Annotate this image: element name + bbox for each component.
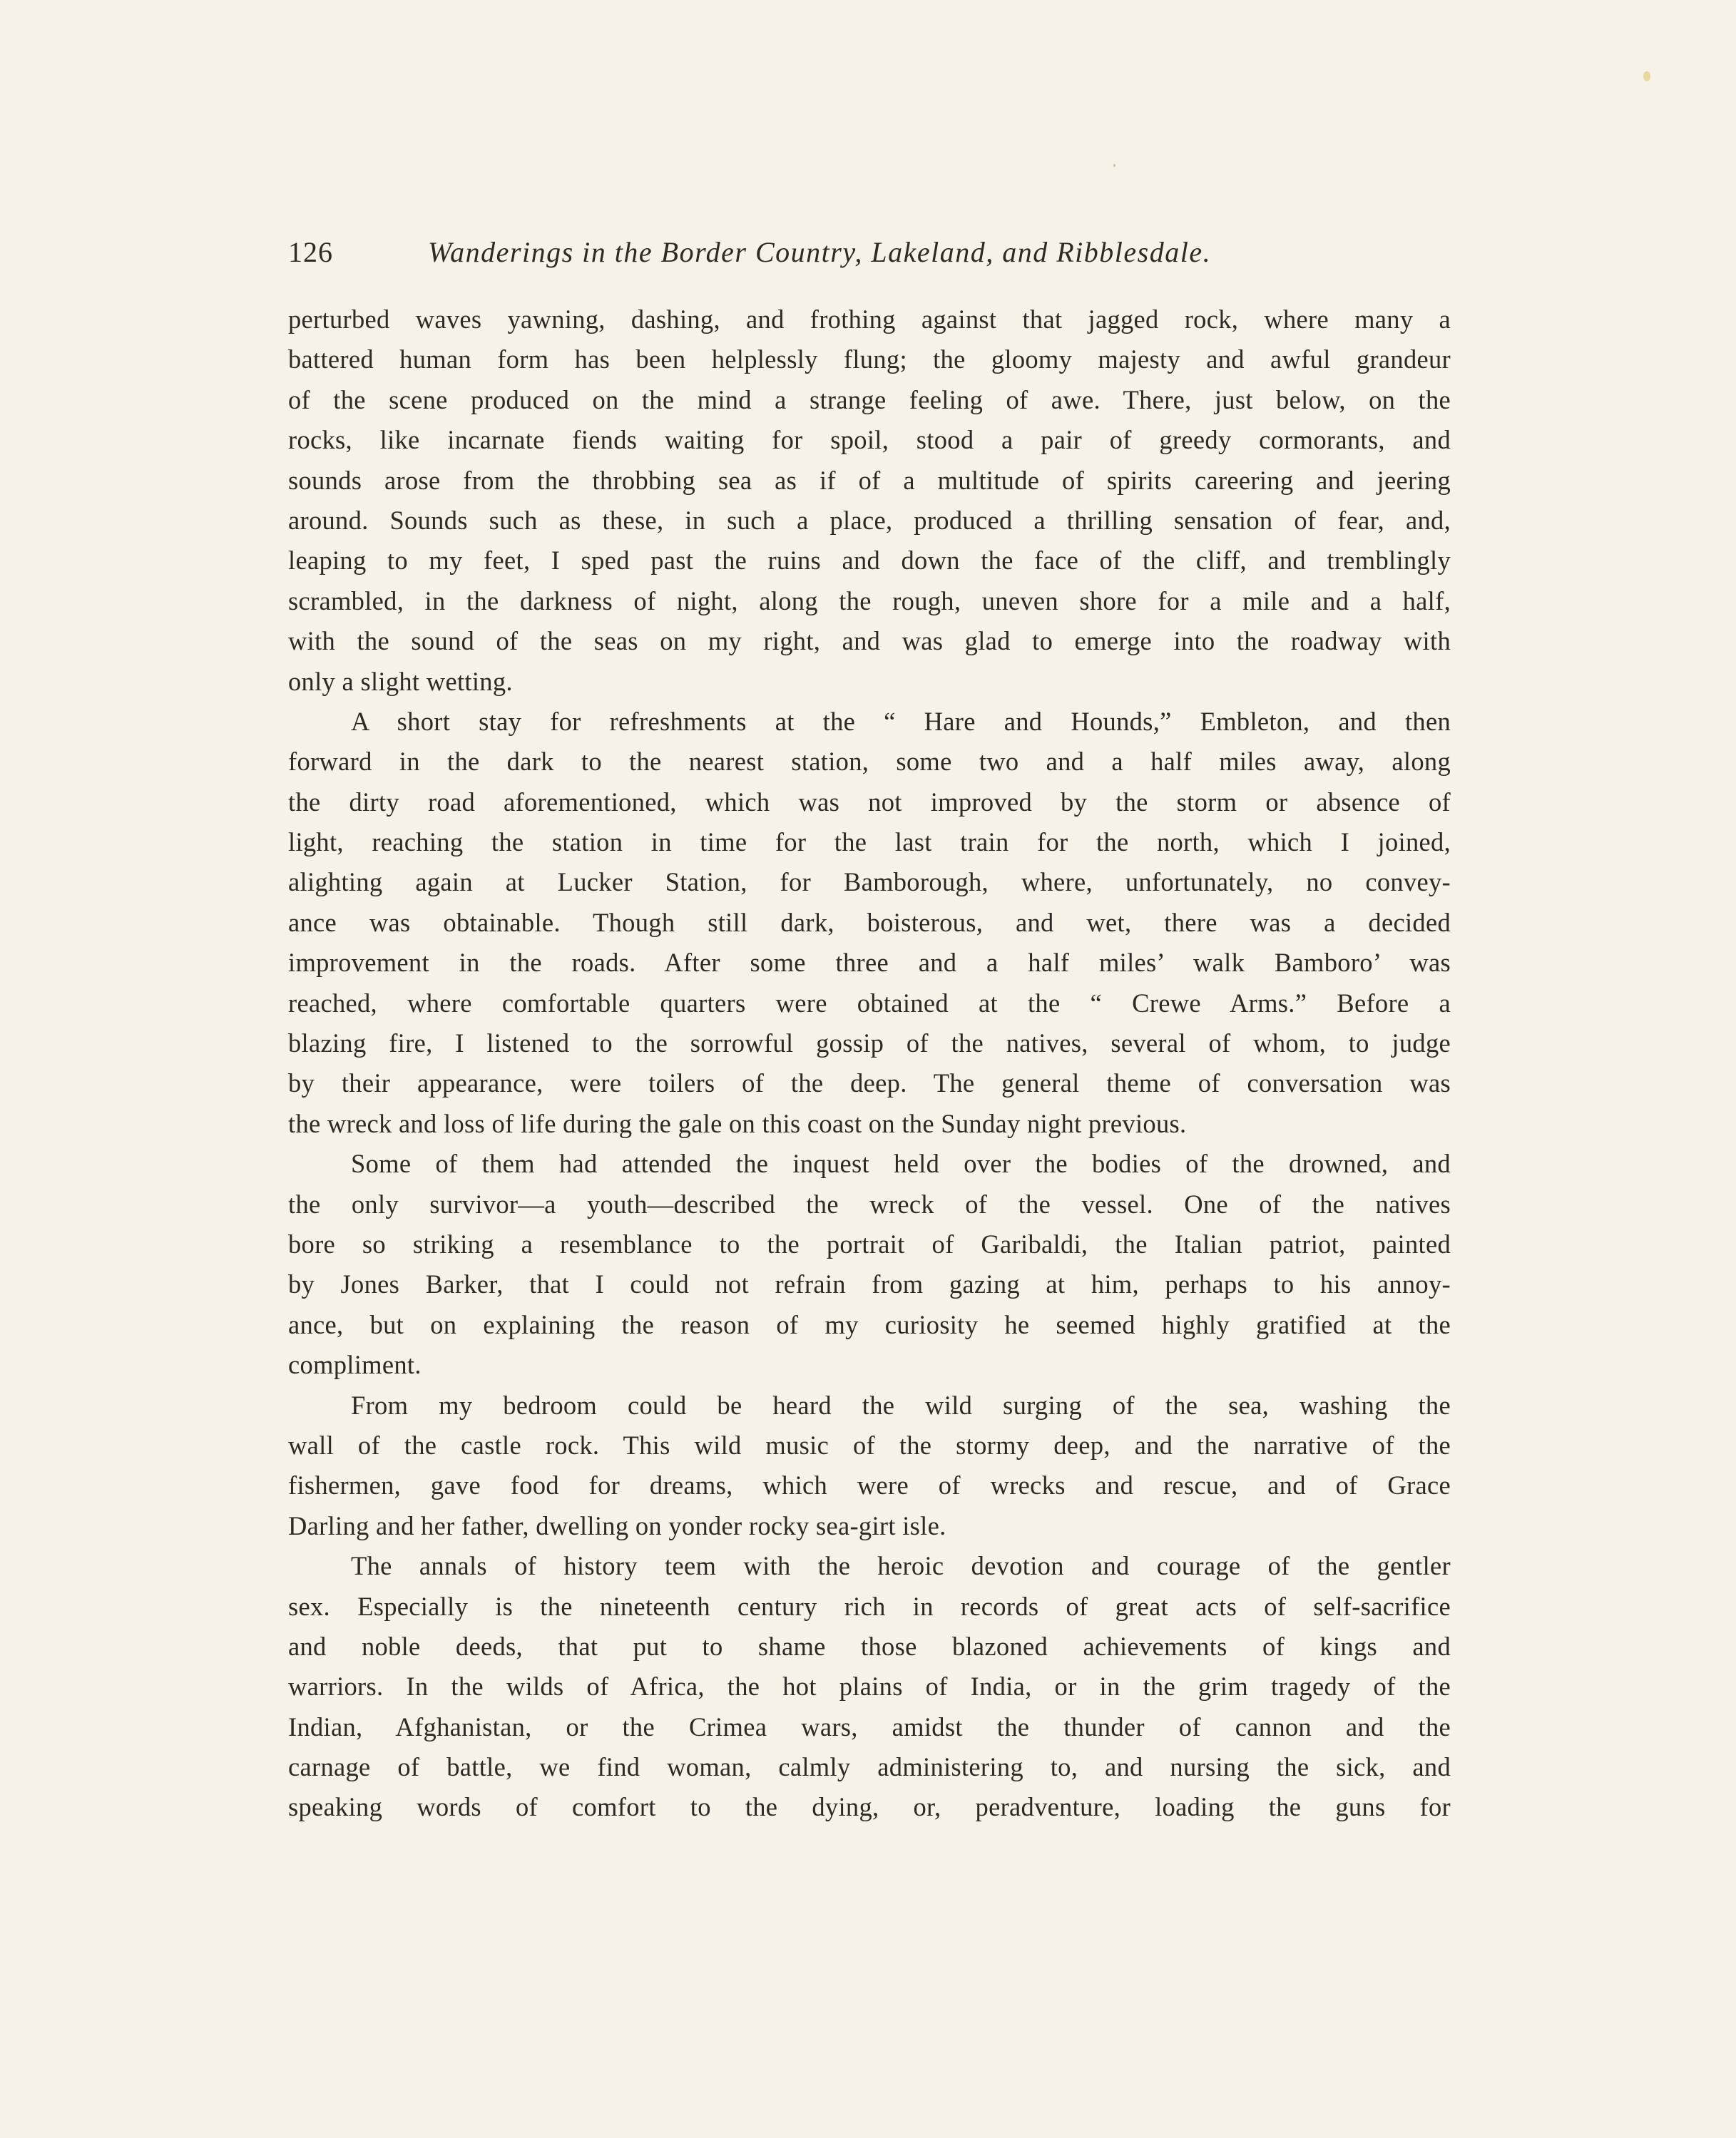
text-line: ance was obtainable. Though still dark, boisterous, and wet, there was a decided	[288, 907, 1451, 937]
text-line: sex. Especially is the nineteenth century rich in records of great acts of self-sacrifice	[288, 1591, 1451, 1621]
text-line: the wreck and loss of life during the gale on this coast on the Sunday night previous.	[288, 1108, 1187, 1138]
text-line: Darling and her father, dwelling on yonder rocky sea-girt isle.	[288, 1510, 946, 1540]
text-line: warriors. In the wilds of Africa, the hot plains of India, or in the grim tragedy of the	[288, 1672, 1451, 1702]
text-line: Indian, Afghanistan, or the Crimea wars, amidst the thunder of cannon and the	[288, 1712, 1451, 1741]
paper-speck	[1643, 71, 1650, 81]
text-line: From my bedroom could be heard the wild surging of the sea, washing the	[351, 1390, 1451, 1420]
text-line: alighting again at Lucker Station, for Bamborough, where, unfortunately, no convey-	[288, 867, 1451, 897]
text-line: only a slight wetting.	[288, 666, 513, 696]
text-line: sounds arose from the throbbing sea as if of a multitude of spirits careering and jeering	[288, 465, 1451, 495]
text-line: carnage of battle, we find woman, calmly administering to, and nursing the sick, and	[288, 1752, 1451, 1782]
body-text	[288, 300, 1451, 1828]
text-line: rocks, like incarnate fiends waiting for spoil, stood a pair of greedy cormorants, and	[288, 425, 1451, 455]
text-line: by their appearance, were toilers of the deep. The general theme of conversation was	[288, 1068, 1451, 1098]
text-line: bore so striking a resemblance to the portrait of Garibaldi, the Italian patriot, painted	[288, 1229, 1451, 1259]
text-line: speaking words of comfort to the dying, or, peradventure, loading the guns for	[288, 1792, 1451, 1822]
text-line: wall of the castle rock. This wild music of the stormy deep, and the narrative of the	[288, 1430, 1451, 1460]
text-line: Some of them had attended the inquest held over the bodies of the drowned, and	[351, 1149, 1451, 1179]
text-line: compliment.	[288, 1350, 422, 1380]
running-title: Wanderings in the Border Country, Lakeland, and Ribblesdale.	[428, 236, 1212, 268]
text-line: scrambled, in the darkness of night, along the rough, uneven shore for a mile and a half,	[288, 585, 1451, 615]
text-line: reached, where comfortable quarters were obtained at the “ Crewe Arms.” Before a	[288, 988, 1451, 1018]
text-line: ance, but on explaining the reason of my curiosity he seemed highly gratified at the	[288, 1309, 1451, 1339]
text-line: blazing fire, I listened to the sorrowful gossip of the natives, several of whom, to judge	[288, 1028, 1451, 1058]
text-line: the dirty road aforementioned, which was not improved by the storm or absence of	[288, 787, 1451, 817]
text-line: around. Sounds such as these, in such a place, produced a thrilling sensation of fear, and,	[288, 505, 1451, 535]
text-line: perturbed waves yawning, dashing, and frothing against that jagged rock, where many a	[288, 305, 1451, 334]
text-line: forward in the dark to the nearest station, some two and a half miles away, along	[288, 747, 1451, 777]
text-line: light, reaching the station in time for the last train for the north, which I joined,	[288, 827, 1451, 857]
paper-speck	[1113, 164, 1115, 167]
text-line: improvement in the roads. After some three and a half miles’ walk Bamboro’ was	[288, 948, 1451, 978]
page-number: 126	[288, 236, 333, 268]
text-line: fishermen, gave food for dreams, which were of wrecks and rescue, and of Grace	[288, 1470, 1451, 1500]
text-line: with the sound of the seas on my right, and was glad to emerge into the roadway with	[288, 626, 1451, 656]
text-line: the only survivor—a youth—described the wreck of the vessel. One of the natives	[288, 1189, 1451, 1219]
text-line: of the scene produced on the mind a strange feeling of awe. There, just below, on the	[288, 384, 1451, 414]
running-header	[288, 235, 1451, 278]
text-line: by Jones Barker, that I could not refrain from gazing at him, perhaps to his annoy-	[288, 1269, 1451, 1299]
text-line: leaping to my feet, I sped past the ruins and down the face of the cliff, and tremblingly	[288, 546, 1451, 576]
text-line: A short stay for refreshments at the “ Hare and Hounds,” Embleton, and then	[351, 706, 1451, 736]
text-line: battered human form has been helplessly flung; the gloomy majesty and awful grandeur	[288, 344, 1451, 374]
text-line: and noble deeds, that put to shame those blazoned achievements of kings and	[288, 1631, 1451, 1661]
text-line: The annals of history teem with the heroic devotion and courage of the gentler	[351, 1551, 1451, 1581]
